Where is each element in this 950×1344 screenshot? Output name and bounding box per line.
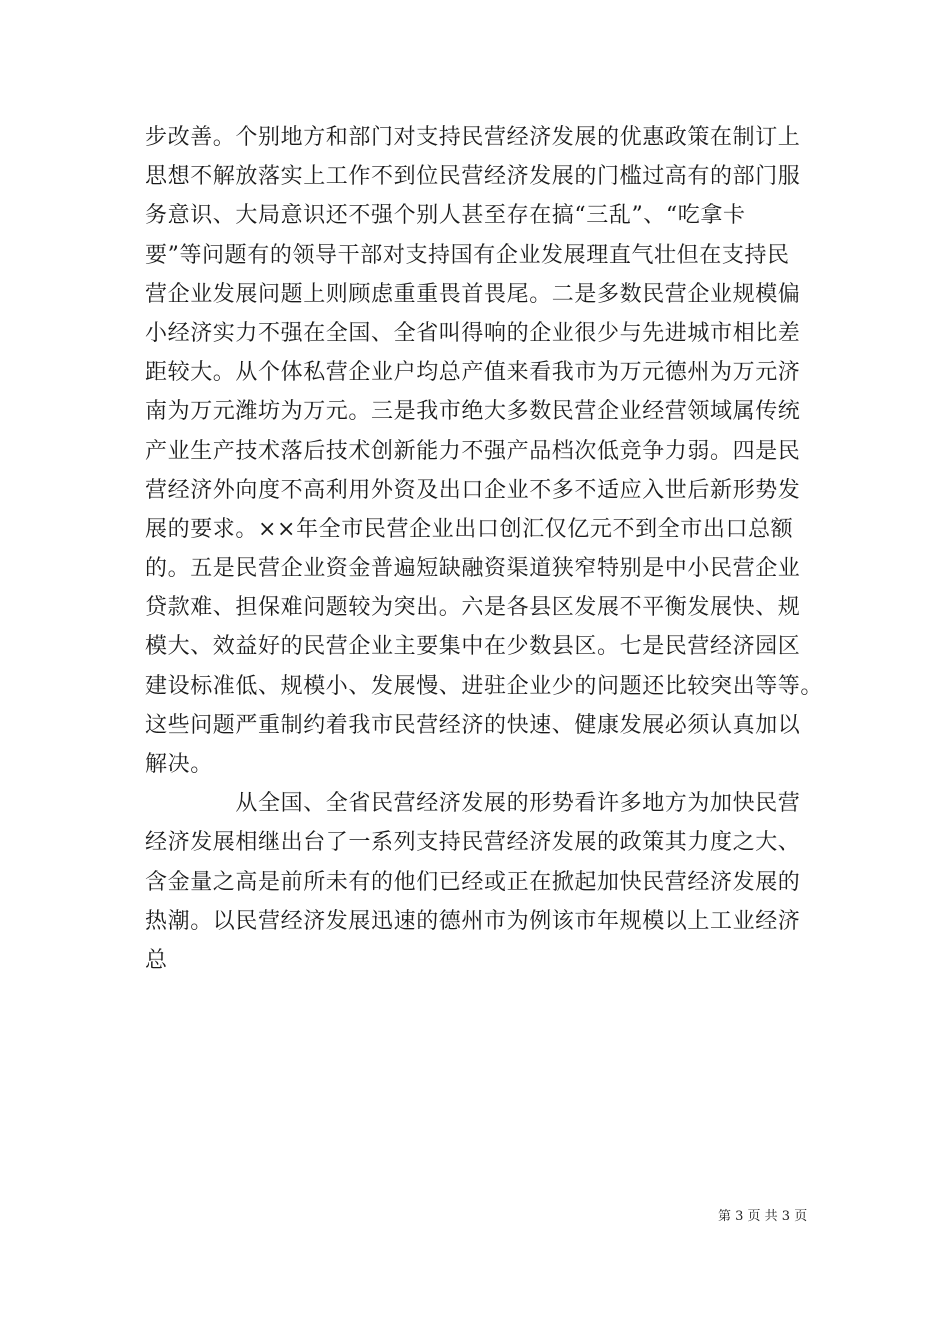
text-line: 展的要求。××年全市民营企业出口创汇仅亿元不到全市出口总额 — [145, 516, 794, 542]
text-line: 的。五是民营企业资金普遍短缺融资渠道狭窄特别是中小民营企业 — [145, 556, 801, 582]
text-line: 模大、效益好的民营企业主要集中在少数县区。七是民营经济园区 — [145, 634, 801, 660]
text-line: 从全国、全省民营经济发展的形势看许多地方为加快民营 — [145, 791, 801, 817]
text-line: 含金量之高是前所未有的他们已经或正在掀起加快民营经济发展的 — [145, 869, 801, 895]
body-text — [145, 118, 825, 980]
text-line: 务意识、大局意识还不强个别人甚至存在搞“三乱”、“吃拿卡 — [145, 203, 746, 229]
text-line: 营企业发展问题上则顾虑重重畏首畏尾。二是多数民营企业规模偏 — [145, 281, 801, 307]
text-line: 思想不解放落实上工作不到位民营经济发展的门槛过高有的部门服 — [145, 164, 801, 190]
text-line: 贷款难、担保难问题较为突出。六是各县区发展不平衡发展快、规 — [145, 595, 801, 621]
text-line: 这些问题严重制约着我市民营经济的快速、健康发展必须认真加以 — [145, 712, 801, 738]
text-line: 产业生产技术落后技术创新能力不强产品档次低竞争力弱。四是民 — [145, 438, 801, 464]
text-line: 建设标准低、规模小、发展慢、进驻企业少的问题还比较突出等等。 — [145, 673, 824, 699]
text-line: 热潮。以民营经济发展迅速的德州市为例该市年规模以上工业经济 — [145, 908, 801, 934]
text-line: 南为万元潍坊为万元。三是我市绝大多数民营企业经营领域属传统 — [145, 399, 801, 425]
text-line: 距较大。从个体私营企业户均总产值来看我市为万元德州为万元济 — [145, 360, 801, 386]
text-line: 营经济外向度不高利用外资及出口企业不多不适应入世后新形势发 — [145, 477, 801, 503]
text-line: 步改善。个别地方和部门对支持民营经济发展的优惠政策在制订上 — [145, 125, 801, 150]
text-line: 要”等问题有的领导干部对支持国有企业发展理直气壮但在支持民 — [145, 242, 790, 268]
text-line: 经济发展相继出台了一系列支持民营经济发展的政策其力度之大、 — [145, 830, 801, 856]
page-number-footer: 第 3 页 共 3 页 — [718, 1209, 808, 1224]
text-line: 总 — [145, 947, 168, 973]
text-line: 解决。 — [145, 752, 213, 777]
text-line: 小经济实力不强在全国、全省叫得响的企业很少与先进城市相比差 — [145, 320, 801, 346]
